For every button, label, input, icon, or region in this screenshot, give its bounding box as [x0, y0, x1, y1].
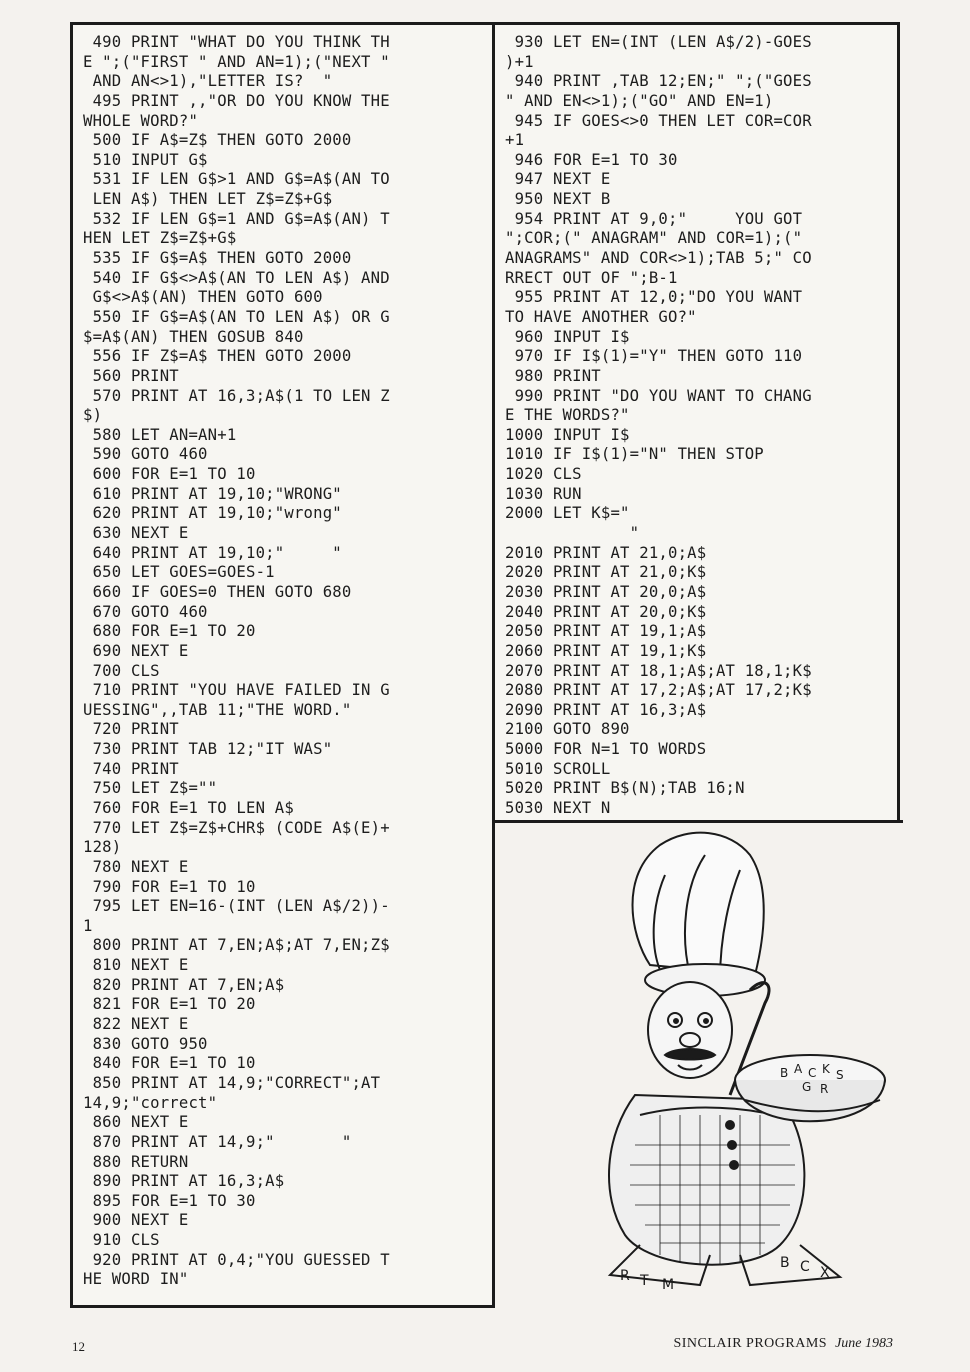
- code-line: 890 PRINT AT 16,3;A$: [83, 1172, 285, 1191]
- code-line: UESSING",,TAB 11;"THE WORD.": [83, 700, 352, 719]
- code-line: 1010 IF I$(1)="N" THEN STOP: [505, 445, 764, 464]
- svg-text:C: C: [800, 1259, 810, 1275]
- code-line: 556 IF Z$=A$ THEN GOTO 2000: [83, 347, 352, 366]
- code-line: 670 GOTO 460: [83, 602, 208, 621]
- code-line: 5020 PRINT B$(N);TAB 16;N: [505, 779, 745, 798]
- code-line: 5030 NEXT N: [505, 798, 611, 817]
- code-line: ": [505, 524, 640, 543]
- code-line: 590 GOTO 460: [83, 445, 208, 464]
- code-line: 2040 PRINT AT 20,0;K$: [505, 602, 707, 621]
- code-line: 760 FOR E=1 TO LEN A$: [83, 798, 294, 817]
- code-line: 2030 PRINT AT 20,0;A$: [505, 582, 707, 601]
- svg-text:A: A: [794, 1062, 803, 1076]
- svg-text:B: B: [780, 1255, 790, 1271]
- code-line: TO HAVE ANOTHER GO?": [505, 307, 697, 326]
- code-line: 700 CLS: [83, 661, 160, 680]
- code-line: 14,9;"correct": [83, 1093, 218, 1112]
- page-number: 12: [72, 1339, 85, 1354]
- code-line: 2090 PRINT AT 16,3;A$: [505, 700, 707, 719]
- code-line: 1020 CLS: [505, 465, 582, 484]
- code-line: 880 RETURN: [83, 1152, 189, 1171]
- code-line: 660 IF GOES=0 THEN GOTO 680: [83, 582, 352, 601]
- svg-text:R: R: [820, 1082, 829, 1096]
- code-line: 990 PRINT "DO YOU WANT TO CHANG: [505, 386, 812, 405]
- code-line: +1: [505, 131, 525, 150]
- magazine-footer: [673, 1336, 893, 1352]
- svg-text:B: B: [780, 1066, 789, 1080]
- code-line: 570 PRINT AT 16,3;A$(1 TO LEN Z: [83, 386, 390, 405]
- code-line: 495 PRINT ,,"OR DO YOU KNOW THE: [83, 91, 390, 110]
- code-line: 630 NEXT E: [83, 524, 189, 543]
- listing-right-column: [505, 33, 895, 819]
- code-line: 840 FOR E=1 TO 10: [83, 1054, 256, 1073]
- svg-text:S: S: [836, 1068, 844, 1082]
- code-line: AND AN<>1),"LETTER IS? ": [83, 72, 333, 91]
- code-line: 740 PRINT: [83, 759, 179, 778]
- svg-text:M: M: [662, 1277, 675, 1293]
- code-line: 830 GOTO 950: [83, 1034, 208, 1053]
- issue-date: June 1983: [835, 1336, 893, 1351]
- code-line: 540 IF G$<>A$(AN TO LEN A$) AND: [83, 268, 390, 287]
- code-line: $=A$(AN) THEN GOSUB 840: [83, 327, 304, 346]
- code-line: 1: [83, 916, 93, 935]
- code-line: 2080 PRINT AT 17,2;A$;AT 17,2;K$: [505, 681, 812, 700]
- code-line: 690 NEXT E: [83, 641, 189, 660]
- code-line: E THE WORDS?": [505, 406, 630, 425]
- svg-text:X: X: [820, 1265, 830, 1281]
- code-line: E ";("FIRST " AND AN=1);("NEXT ": [83, 52, 390, 71]
- code-line: 850 PRINT AT 14,9;"CORRECT";AT: [83, 1073, 381, 1092]
- code-line: 770 LET Z$=Z$+CHR$ (CODE A$(E)+: [83, 818, 390, 837]
- code-line: 810 NEXT E: [83, 956, 189, 975]
- code-line: 490 PRINT "WHAT DO YOU THINK TH: [83, 33, 390, 51]
- code-line: 820 PRINT AT 7,EN;A$: [83, 975, 285, 994]
- code-line: 610 PRINT AT 19,10;"WRONG": [83, 484, 342, 503]
- code-line: 895 FOR E=1 TO 30: [83, 1191, 256, 1210]
- code-line: 620 PRINT AT 19,10;"wrong": [83, 504, 342, 523]
- code-line: ANAGRAMS" AND COR<>1);TAB 5;" CO: [505, 249, 812, 268]
- svg-text:T: T: [640, 1273, 649, 1289]
- code-line: 946 FOR E=1 TO 30: [505, 150, 678, 169]
- svg-text:G: G: [802, 1080, 812, 1094]
- code-line: RRECT OUT OF ";B-1: [505, 268, 678, 287]
- listing-left-column: [83, 33, 491, 1290]
- code-line: 720 PRINT: [83, 720, 179, 739]
- code-line: 550 IF G$=A$(AN TO LEN A$) OR G: [83, 307, 390, 326]
- code-line: 2060 PRINT AT 19,1;K$: [505, 641, 707, 660]
- code-line: 730 PRINT TAB 12;"IT WAS": [83, 740, 333, 759]
- chef-illustration: [580, 815, 900, 1295]
- code-line: 580 LET AN=AN+1: [83, 425, 237, 444]
- code-line: 650 LET GOES=GOES-1: [83, 563, 275, 582]
- code-line: HEN LET Z$=Z$+G$: [83, 229, 237, 248]
- code-line: 532 IF LEN G$=1 AND G$=A$(AN) T: [83, 209, 390, 228]
- code-line: 780 NEXT E: [83, 857, 189, 876]
- code-line: 2100 GOTO 890: [505, 720, 630, 739]
- code-line: WHOLE WORD?": [83, 111, 199, 130]
- code-line: 710 PRINT "YOU HAVE FAILED IN G: [83, 681, 390, 700]
- code-line: 970 IF I$(1)="Y" THEN GOTO 110: [505, 347, 803, 366]
- code-line: 920 PRINT AT 0,4;"YOU GUESSED T: [83, 1250, 390, 1269]
- code-line: 800 PRINT AT 7,EN;A$;AT 7,EN;Z$: [83, 936, 390, 955]
- code-line: 600 FOR E=1 TO 10: [83, 465, 256, 484]
- code-line: LEN A$) THEN LET Z$=Z$+G$: [83, 190, 333, 209]
- code-line: 2020 PRINT AT 21,0;K$: [505, 563, 707, 582]
- code-line: 930 LET EN=(INT (LEN A$/2)-GOES: [505, 33, 812, 51]
- code-line: 5000 FOR N=1 TO WORDS: [505, 740, 707, 759]
- svg-text:R: R: [620, 1268, 630, 1284]
- code-line: 531 IF LEN G$>1 AND G$=A$(AN TO: [83, 170, 390, 189]
- code-line: 940 PRINT ,TAB 12;EN;" ";("GOES: [505, 72, 812, 91]
- svg-text:K: K: [822, 1062, 830, 1076]
- code-line: 5010 SCROLL: [505, 759, 611, 778]
- code-line: 128): [83, 838, 122, 857]
- code-line: 2070 PRINT AT 18,1;A$;AT 18,1;K$: [505, 661, 812, 680]
- code-line: 790 FOR E=1 TO 10: [83, 877, 256, 896]
- code-line: 510 INPUT G$: [83, 150, 208, 169]
- code-line: 2010 PRINT AT 21,0;A$: [505, 543, 707, 562]
- code-line: 910 CLS: [83, 1231, 160, 1250]
- code-line: 955 PRINT AT 12,0;"DO YOU WANT: [505, 288, 803, 307]
- code-line: 900 NEXT E: [83, 1211, 189, 1230]
- code-line: 1000 INPUT I$: [505, 425, 630, 444]
- code-line: 822 NEXT E: [83, 1015, 189, 1034]
- code-line: 500 IF A$=Z$ THEN GOTO 2000: [83, 131, 352, 150]
- code-line: 560 PRINT: [83, 366, 179, 385]
- code-line: ";COR;(" ANAGRAM" AND COR=1);(": [505, 229, 803, 248]
- code-line: 680 FOR E=1 TO 20: [83, 622, 256, 641]
- magazine-title: SINCLAIR PROGRAMS: [673, 1336, 828, 1351]
- code-line: 960 INPUT I$: [505, 327, 630, 346]
- code-line: )+1: [505, 52, 534, 71]
- code-line: 870 PRINT AT 14,9;" ": [83, 1132, 352, 1151]
- code-line: 860 NEXT E: [83, 1113, 189, 1132]
- code-line: " AND EN<>1);("GO" AND EN=1): [505, 91, 774, 110]
- code-line: 535 IF G$=A$ THEN GOTO 2000: [83, 249, 352, 268]
- code-line: 950 NEXT B: [505, 190, 611, 209]
- code-line: 2050 PRINT AT 19,1;A$: [505, 622, 707, 641]
- code-line: 795 LET EN=16-(INT (LEN A$/2))-: [83, 897, 390, 916]
- code-line: 821 FOR E=1 TO 20: [83, 995, 256, 1014]
- code-line: G$<>A$(AN) THEN GOTO 600: [83, 288, 323, 307]
- code-line: 1030 RUN: [505, 484, 582, 503]
- code-line: 640 PRINT AT 19,10;" ": [83, 543, 342, 562]
- code-line: 2000 LET K$=": [505, 504, 630, 523]
- code-line: $): [83, 406, 103, 425]
- code-line: 750 LET Z$="": [83, 779, 218, 798]
- code-line: 954 PRINT AT 9,0;" YOU GOT: [505, 209, 803, 228]
- code-line: 947 NEXT E: [505, 170, 611, 189]
- code-line: 980 PRINT: [505, 366, 601, 385]
- code-line: 945 IF GOES<>0 THEN LET COR=COR: [505, 111, 812, 130]
- svg-text:C: C: [808, 1066, 817, 1080]
- code-line: HE WORD IN": [83, 1270, 189, 1289]
